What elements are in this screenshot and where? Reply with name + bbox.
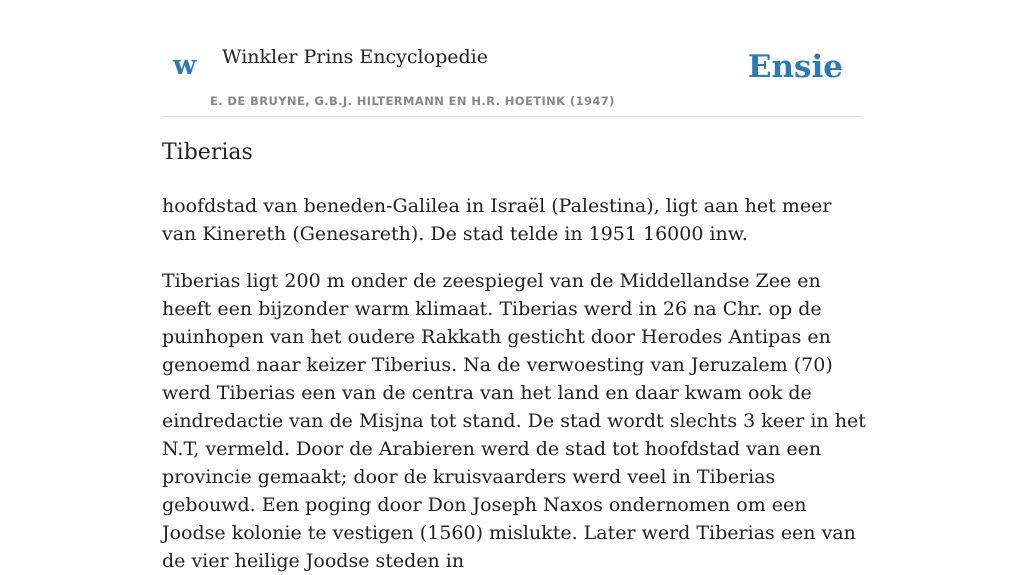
article-paragraph-2: Tiberias ligt 200 m onder de zeespiegel van de Middellandse Zee en heeft een bijzonder warm klimaat. Tiberias werd in 26 na Chr. op de puinhopen van het oudere Rakkath gesticht door Herodes Antipas en genoemd naar keizer Tiberius. Na de verwoesting van Jeruzalem (70) werd Tiberias een van de centra van het land en daar kwam ook de eindredactie van de Misjna tot stand. De stad wordt slechts 3 keer in het N.T, vermeld. Door de Arabieren werd de stad tot hoofdstad van een provincie gemaakt; door de kruisvaarders werd veel in Tiberias gebouwd. Een poging door Don Joseph Naxos ondernomen om een Joodse kolonie te vestigen (1560) mislukte. Later werd Tiberias een van de vier heilige Joodse steden in: [162, 270, 866, 572]
ensie-logo[interactable]: Ensie: [747, 49, 843, 85]
article-paragraph-1: hoofdstad van beneden-Galilea in Israël (Palestina), ligt aan het meer van Kinereth (Genesareth). De stad telde in 1951 16000 inw.: [162, 195, 832, 245]
logo-w-icon[interactable]: w: [173, 50, 197, 81]
site-header: [162, 0, 862, 117]
site-title[interactable]: Winkler Prins Encyclopedie: [222, 46, 488, 68]
article-page: [162, 0, 866, 572]
authors-credit: E. DE BRUYNE, G.B.J. HILTERMANN EN H.R. HOETINK (1947): [210, 94, 615, 108]
page-title: Tiberias: [162, 140, 253, 165]
